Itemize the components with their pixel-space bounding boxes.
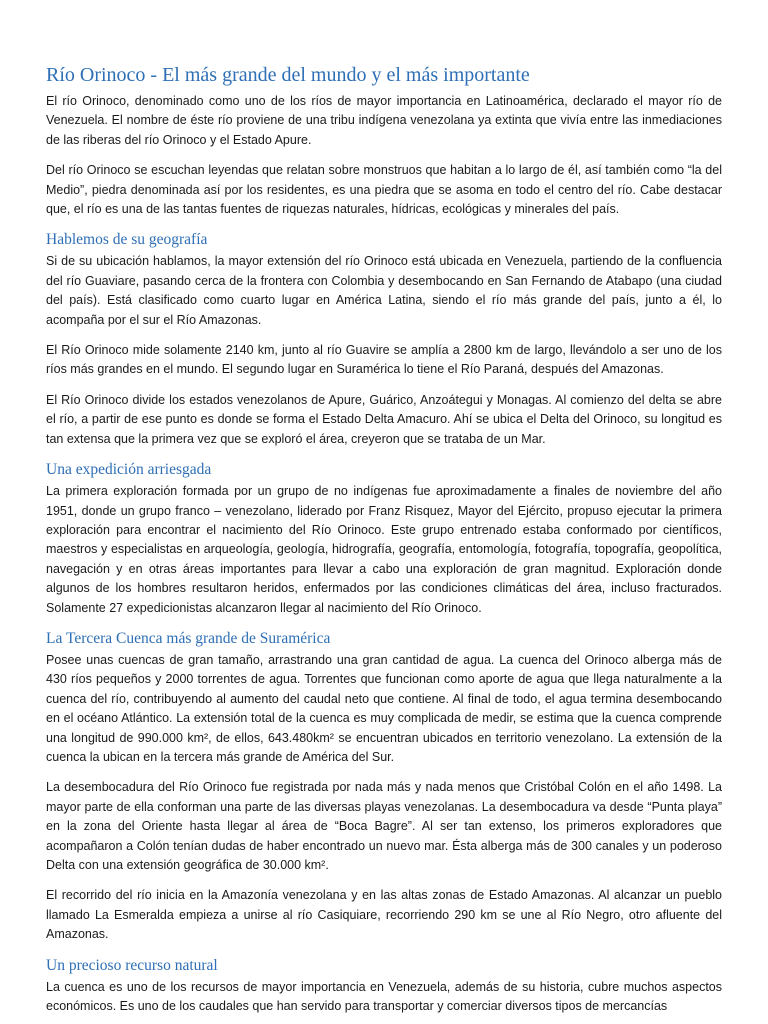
intro-paragraph-2: Del río Orinoco se escuchan leyendas que relatan sobre monstruos que habitan a lo largo de él, así también como “la del Medio”, piedra denominada así por los residentes, es una piedra que se asoma en todo el centro del río. Cabe destacar que, el río es una de las tantas fuentes de riquezas naturales, hídricas, ecológicas y minerales del país. [46,163,722,217]
section-heading-expedicion: Una expedición arriesgada [46,461,212,479]
intro-paragraph-1: El río Orinoco, denominado como uno de los ríos de mayor importancia en Latinoamérica, declarado el mayor río de Venezuela. El nombre de éste río proviene de una tribu indígena venezolana ya extinta que vivía entre las inmediaciones de las riberas del río Orinoco y el Estado Apure. [46,94,722,147]
section-heading-geografia: Hablemos de su geografía [46,231,208,249]
expedicion-paragraph-1: La primera exploración formada por un grupo de no indígenas fue aproximadamente a finales de noviembre del año 1951, donde un grupo franco – venezolano, liderado por Franz Risquez, Mayor del Ejército, propuso ejecutar la primera exploración para encontrar el nacimiento del Río Orinoco. Este grupo entrenado estaba conformado por científicos, maestros y especialistas en arqueología, geología, hidrografía, geografía, entomología, fotografía, topografía, geopolítica, navegación y en otras áreas importantes para llevar a cabo una exploración de gran magnitud. Exploración donde algunos de los hombres resultaron heridos, enfermados por las condiciones climáticas del área, incluso fracturados. Solamente 27 expedicionistas alcanzaron llegar al nacimiento del Río Orinoco. [46,484,722,615]
geografia-paragraph-2: El Río Orinoco mide solamente 2140 km, junto al río Guavire se amplía a 2800 km de largo, llevándolo a ser uno de los ríos más grandes en el mundo. El segundo lugar en Suramérica lo tiene el Río Paraná, después del Amazonas. [46,343,722,377]
section-heading-cuenca: La Tercera Cuenca más grande de Suramérica [46,629,331,647]
page-title: Río Orinoco - El más grande del mundo y el más importante [46,64,530,86]
cuenca-paragraph-2: La desembocadura del Río Orinoco fue registrada por nada más y nada menos que Cristóbal Colón en el año 1498. La mayor parte de ella conforman una parte de las diversas playas venezolanas. La desembocadura va desde “Punta playa” en la zona del Oriente hasta llegar al área de “Boca Bagre”. Al ser tan extenso, los primeros exploradores que acompañaron a Colón tenían dudas de haber encontrado un nuevo mar. Ésta alberga más de 300 canales y un poderoso Delta con una extensión geográfica de 30.000 km². [46,780,722,872]
cuenca-paragraph-1: Posee unas cuencas de gran tamaño, arrastrando una gran cantidad de agua. La cuenca del Orinoco alberga más de 430 ríos pequeños y 2000 torrentes de agua. Torrentes que funcionan como aporte de agua que llega naturalmente a la cuenca del río, contribuyendo al aumento del caudal neto que contiene. Al final de todo, el agua termina desembocando en el océano Atlántico. La extensión total de la cuenca es muy complicada de medir, se estima que la cuenca comprende una longitud de 990.000 km², de ellos, 643.480km² se encuentran ubicados en territorio venezolano. La extensión de la cuenca la ubican en la tercera más grande de América del Sur. [46,652,722,764]
document-content [46,62,722,1024]
cuenca-paragraph-3: El recorrido del río inicia en la Amazonía venezolana y en las altas zonas de Estado Amazonas. Al alcanzar un pueblo llamado La Esmeralda empieza a unirse al río Casiquiare, recorriendo 290 km se une al Río Negro, otro afluente del Amazonas. [46,888,722,942]
recurso-paragraph-1: La cuenca es uno de los recursos de mayor importancia en Venezuela, además de su historia, cubre muchos aspectos económicos. Es uno de los caudales que han servido para transportar y comerciar diversos tipos de mercancías [46,979,722,1014]
geografia-paragraph-1: Si de su ubicación hablamos, la mayor extensión del río Orinoco está ubicada en Venezuela, partiendo de la confluencia del río Guaviare, pasando cerca de la frontera con Colombia y desembocando en San Fernando de Atabapo (una ciudad del país). Está clasificado como cuarto lugar en América Latina, siendo el río más grande del país, junto a él, lo acompaña por el sur el Río Amazonas. [46,254,722,327]
geografia-paragraph-3: El Río Orinoco divide los estados venezolanos de Apure, Guárico, Anzoátegui y Monagas. Al comienzo del delta se abre el río, a partir de ese punto es donde se forma el Estado Delta Amacuro. Ahí se ubica el Delta del Orinoco, su longitud es tan extensa que la primera vez que se exploró el área, creyeron que se trataba de un Mar. [46,392,722,446]
section-heading-recurso: Un precioso recurso natural [46,956,218,974]
